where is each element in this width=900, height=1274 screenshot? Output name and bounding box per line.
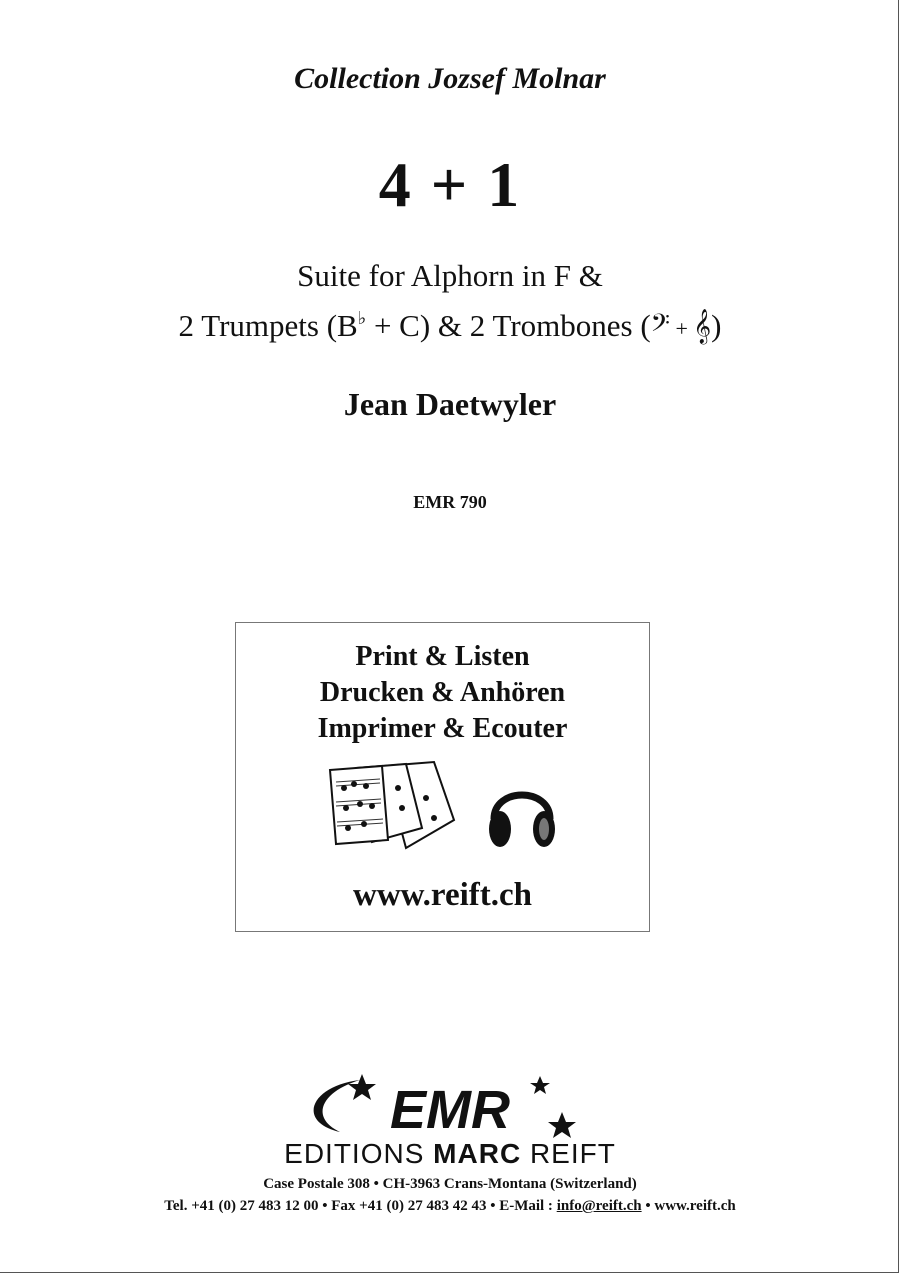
headphones-icon <box>486 773 558 853</box>
promo-line-german: Drucken & Anhören <box>319 677 566 708</box>
print-listen-box <box>235 622 650 932</box>
subtitle-trumpets: 2 Trumpets (B <box>178 308 358 343</box>
subtitle-close: ) <box>711 308 722 343</box>
email-link[interactable]: info@reift.ch <box>556 1198 642 1214</box>
catalog-number: EMR 790 <box>413 492 487 512</box>
treble-clef-icon: 𝄞 <box>693 309 712 344</box>
publisher-name-reift: REIFT <box>521 1138 616 1169</box>
subtitle-trombones: + C) & 2 Trombones ( <box>366 308 651 343</box>
subtitle-line-1: Suite for Alphorn in F & <box>297 258 603 293</box>
promo-line-french: Imprimer & Ecouter <box>317 713 568 744</box>
contact-phone-fax: Tel. +41 (0) 27 483 12 00 • Fax +41 (0) 27 483 42 43 • E-Mail : <box>164 1198 557 1214</box>
composer-name: Jean Daetwyler <box>343 386 557 422</box>
publisher-name-editions: EDITIONS <box>284 1138 434 1169</box>
subtitle-line-2 <box>0 297 900 350</box>
promo-url[interactable]: www.reift.ch <box>352 877 533 913</box>
page-title: 4 + 1 <box>378 149 522 220</box>
emr-logo-text: EMR <box>390 1080 510 1140</box>
sheet-music-icon <box>326 758 456 853</box>
clef-plus: + <box>669 316 694 341</box>
promo-line-english: Print & Listen <box>355 641 530 672</box>
contact-website[interactable]: • www.reift.ch <box>641 1198 736 1214</box>
flat-sign: ♭ <box>357 308 367 328</box>
bass-clef-icon: 𝄢 <box>650 309 670 344</box>
collection-title: Collection Jozsef Molnar <box>294 62 606 95</box>
publisher-name <box>0 1138 900 1170</box>
publisher-contact <box>0 1198 900 1215</box>
publisher-address: Case Postale 308 • CH-3963 Crans-Montana (Switzerland) <box>263 1176 637 1192</box>
emr-logo <box>300 1072 600 1142</box>
subtitle <box>0 255 900 350</box>
publisher-name-marc: MARC <box>433 1138 522 1169</box>
